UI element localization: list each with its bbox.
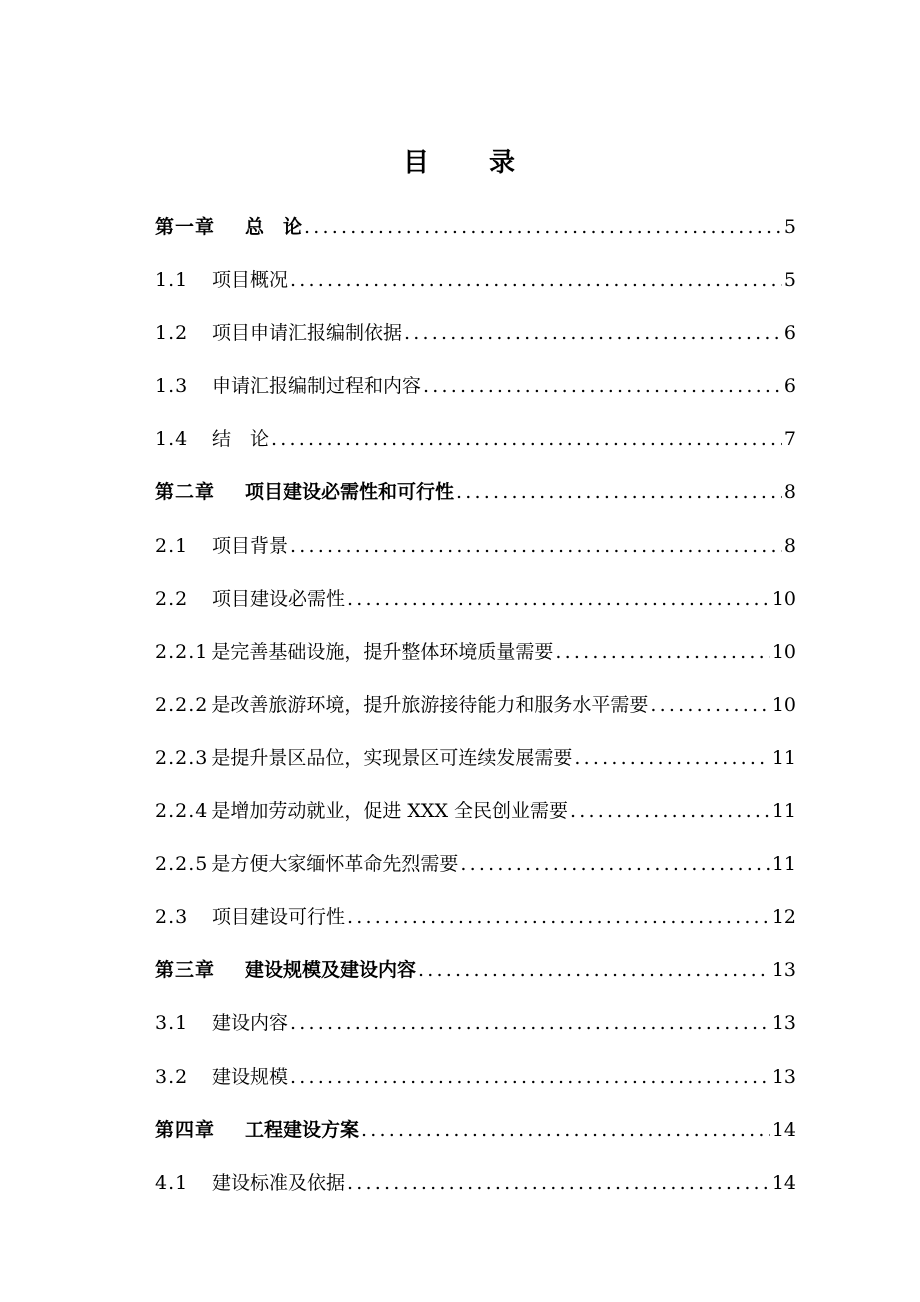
toc-entry-number: 1.1 bbox=[155, 269, 189, 292]
toc-dot-leader bbox=[347, 579, 770, 619]
toc-entry-label: 建设标准及依据 bbox=[212, 1171, 346, 1194]
toc-dot-leader bbox=[418, 950, 770, 990]
toc-entry[interactable] bbox=[155, 313, 796, 366]
toc-dot-leader bbox=[423, 366, 782, 406]
toc-entry-page-number: 12 bbox=[771, 906, 796, 929]
toc-entry-page-number: 11 bbox=[771, 853, 796, 876]
toc-entry-number: 3.1 bbox=[155, 1012, 189, 1035]
toc-entry-page-number: 13 bbox=[771, 1065, 796, 1088]
toc-entry-label: 是增加劳动就业，促进 XXX 全民创业需要 bbox=[211, 800, 569, 823]
toc-entry-label: 建设规模及建设内容 bbox=[245, 959, 417, 982]
toc-dot-leader bbox=[290, 260, 782, 300]
toc-dot-leader bbox=[460, 844, 769, 884]
toc-entry-page-number: 11 bbox=[771, 746, 796, 769]
toc-entry-page-number: 14 bbox=[771, 1171, 796, 1194]
toc-entry-page-number: 14 bbox=[771, 1118, 796, 1141]
toc-entry-number: 3.2 bbox=[155, 1065, 189, 1088]
toc-entry-page-number: 8 bbox=[783, 481, 796, 504]
toc-entry-page-number: 11 bbox=[771, 800, 796, 823]
toc-entry-label: 项目建设可行性 bbox=[212, 906, 346, 929]
toc-entry-number: 2.2.1 bbox=[155, 640, 209, 663]
toc-dot-leader bbox=[290, 526, 782, 566]
toc-entry-page-number: 5 bbox=[783, 269, 796, 292]
toc-dot-leader bbox=[361, 1110, 770, 1150]
toc-entry-label: 结 论 bbox=[212, 428, 270, 451]
toc-dot-leader bbox=[650, 685, 769, 725]
toc-entry-page-number: 7 bbox=[783, 428, 796, 451]
toc-entry[interactable] bbox=[155, 1110, 796, 1163]
toc-entry-number: 1.4 bbox=[155, 428, 189, 451]
toc-entry-page-number: 6 bbox=[783, 322, 796, 345]
toc-entry-number: 1.3 bbox=[155, 375, 189, 398]
toc-entry[interactable] bbox=[155, 1163, 796, 1216]
toc-entry[interactable] bbox=[155, 791, 796, 844]
toc-entry[interactable] bbox=[155, 526, 796, 579]
toc-dot-leader bbox=[574, 738, 769, 778]
toc-entry-label: 是改善旅游环境，提升旅游接待能力和服务水平需要 bbox=[211, 693, 649, 716]
toc-entry[interactable] bbox=[155, 472, 796, 525]
toc-entry[interactable] bbox=[155, 1057, 796, 1110]
toc-title bbox=[0, 142, 920, 179]
toc-entry[interactable] bbox=[155, 579, 796, 632]
toc-entry-label: 工程建设方案 bbox=[245, 1118, 360, 1141]
toc-entry[interactable] bbox=[155, 632, 796, 685]
toc-title-second-char: 录 bbox=[489, 148, 518, 178]
toc-dot-leader bbox=[271, 419, 782, 459]
toc-dot-leader bbox=[347, 1163, 770, 1203]
toc-dot-leader bbox=[290, 1057, 770, 1097]
toc-entry-label: 项目概况 bbox=[212, 269, 289, 292]
toc-entry[interactable] bbox=[155, 207, 796, 260]
toc-entry-number: 4.1 bbox=[155, 1171, 189, 1194]
toc-entry-number: 第二章 bbox=[155, 481, 216, 504]
toc-entry-label: 是提升景区品位，实现景区可连续发展需要 bbox=[211, 746, 573, 769]
toc-entry[interactable] bbox=[155, 260, 796, 313]
toc-entry-label: 项目背景 bbox=[212, 534, 289, 557]
toc-entry[interactable] bbox=[155, 366, 796, 419]
toc-entry-label: 是完善基础设施，提升整体环境质量需要 bbox=[211, 640, 554, 663]
toc-entry-label: 项目建设必需性和可行性 bbox=[245, 481, 455, 504]
toc-dot-leader bbox=[404, 313, 782, 353]
toc-entry-label: 项目建设必需性 bbox=[212, 587, 346, 610]
toc-entry-page-number: 8 bbox=[783, 534, 796, 557]
toc-entry-label: 总 论 bbox=[245, 216, 303, 238]
toc-dot-leader bbox=[304, 207, 782, 247]
toc-entry-label: 申请汇报编制过程和内容 bbox=[212, 375, 422, 398]
toc-entry-number: 2.2.2 bbox=[155, 693, 209, 716]
toc-entry-number: 1.2 bbox=[155, 322, 189, 345]
toc-entry-label: 是方便大家缅怀革命先烈需要 bbox=[211, 853, 459, 876]
toc-entry[interactable] bbox=[155, 419, 796, 472]
toc-entry-page-number: 5 bbox=[783, 216, 796, 238]
toc-entry[interactable] bbox=[155, 897, 796, 950]
toc-dot-leader bbox=[555, 632, 769, 672]
toc-entry-label: 项目申请汇报编制依据 bbox=[212, 322, 403, 345]
toc-dot-leader bbox=[347, 897, 770, 937]
toc-entry-number: 2.3 bbox=[155, 906, 189, 929]
toc-dot-leader bbox=[456, 472, 782, 512]
toc-entry-page-number: 13 bbox=[771, 1012, 796, 1035]
toc-entry-label: 建设内容 bbox=[212, 1012, 289, 1035]
toc-entry-number: 2.1 bbox=[155, 534, 189, 557]
toc-entry-label: 建设规模 bbox=[212, 1065, 289, 1088]
toc-entry[interactable] bbox=[155, 844, 796, 897]
toc-entry-number: 2.2 bbox=[155, 587, 189, 610]
toc-entry-number: 第四章 bbox=[155, 1118, 216, 1141]
toc-entry-number: 2.2.3 bbox=[155, 746, 209, 769]
table-of-contents bbox=[155, 207, 796, 1216]
toc-entry-page-number: 10 bbox=[771, 640, 796, 663]
toc-entry-page-number: 10 bbox=[771, 693, 796, 716]
toc-entry-number: 第三章 bbox=[155, 959, 216, 982]
toc-entry-number: 2.2.4 bbox=[155, 800, 209, 823]
toc-entry-page-number: 6 bbox=[783, 375, 796, 398]
toc-entry[interactable] bbox=[155, 685, 796, 738]
toc-entry-number: 第一章 bbox=[155, 216, 216, 238]
toc-title-first-char: 目 bbox=[402, 148, 431, 178]
toc-entry[interactable] bbox=[155, 1003, 796, 1056]
toc-entry[interactable] bbox=[155, 950, 796, 1003]
toc-entry-page-number: 10 bbox=[771, 587, 796, 610]
toc-entry-number: 2.2.5 bbox=[155, 853, 209, 876]
toc-dot-leader bbox=[570, 791, 770, 831]
toc-entry-page-number: 13 bbox=[771, 959, 796, 982]
toc-dot-leader bbox=[290, 1003, 770, 1043]
toc-entry[interactable] bbox=[155, 738, 796, 791]
